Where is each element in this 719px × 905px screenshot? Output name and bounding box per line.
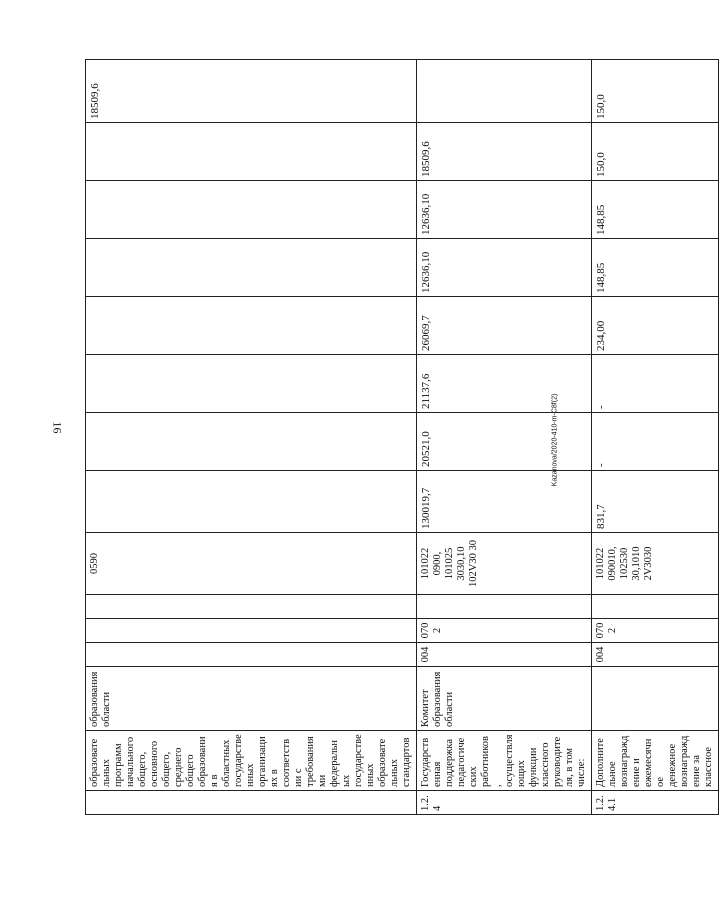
table-row	[417, 60, 592, 815]
table-row	[592, 60, 719, 815]
amount-cell: 148,85	[592, 239, 719, 297]
rzpr-code: 0702	[592, 619, 719, 643]
amount-cell: 12636,10	[417, 239, 592, 297]
amount-cell: 20521,0	[417, 413, 592, 471]
grbs-code: 004	[417, 643, 592, 667]
amount-cell: 21137,6	[417, 355, 592, 413]
amount-cell: 150,0	[592, 123, 719, 181]
side-identifier: Kazanova/2020-410-m-C8f(2)	[551, 393, 559, 487]
amount-cell	[86, 471, 417, 533]
row-number	[86, 791, 417, 815]
page-number: 16	[50, 421, 65, 434]
csr-code	[86, 595, 417, 619]
amount-cell: -	[592, 355, 719, 413]
executor: образования области	[86, 667, 417, 731]
amount-cell: 18509,6	[417, 123, 592, 181]
amount-cell: 18509,6	[86, 60, 417, 123]
grbs-code	[86, 643, 417, 667]
row-number: 1.2.4	[417, 791, 592, 815]
table-row	[86, 60, 417, 815]
measure-name: Дополнительное вознаграждение и ежемесячное денежное вознаграждение за классное	[592, 731, 719, 791]
amount-cell	[86, 123, 417, 181]
vr-code: 101022 090010, 102530 30,1010 2V3030	[592, 533, 719, 595]
row-number: 1.2.4.1	[592, 791, 719, 815]
amount-cell: 831,7	[592, 471, 719, 533]
rzpr-code	[86, 619, 417, 643]
amount-cell	[86, 181, 417, 239]
amount-cell: 12636,10	[417, 181, 592, 239]
amount-cell	[86, 355, 417, 413]
amount-cell	[417, 60, 592, 123]
executor: Комитет образования области	[417, 667, 592, 731]
amount-cell: 148,85	[592, 181, 719, 239]
amount-cell	[86, 413, 417, 471]
amount-cell: 130019,7	[417, 471, 592, 533]
amount-cell	[86, 239, 417, 297]
rzpr-code: 0702	[417, 619, 592, 643]
amount-cell: 26069,7	[417, 297, 592, 355]
vr-code: 0590	[86, 533, 417, 595]
amount-cell: -	[592, 413, 719, 471]
csr-code	[592, 595, 719, 619]
amount-cell	[86, 297, 417, 355]
budget-table	[85, 59, 719, 815]
grbs-code: 004	[592, 643, 719, 667]
amount-cell: 150,0	[592, 60, 719, 123]
executor	[592, 667, 719, 731]
measure-name: образовательных программ начального общего, основного общего, среднего общего образования в областных государственных организациях в соответствии с требованиями федеральных государственных образовательных стандартов	[86, 731, 417, 791]
vr-code: 101022 0900, 101025 3030,10 102V30 30	[417, 533, 592, 595]
amount-cell: 234,00	[592, 297, 719, 355]
csr-code	[417, 595, 592, 619]
measure-name: Государственная поддержка педагогических работников, осуществляющих функции классного руководителя, в том числе:	[417, 731, 592, 791]
